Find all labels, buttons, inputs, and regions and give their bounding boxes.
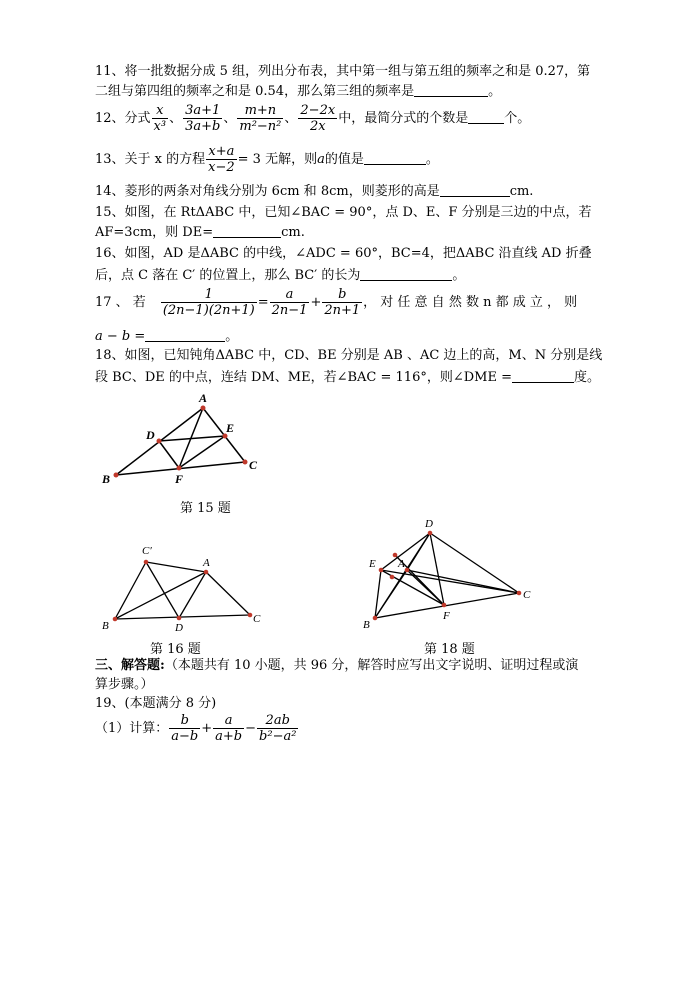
- section3-text1: （本题共有 10 小题，共 96 分，解答时应写出文字说明、证明过程或演: [164, 658, 579, 673]
- q19-f3-den: b²−a²: [259, 729, 297, 744]
- point-e: [379, 568, 384, 573]
- label-a: A: [398, 558, 405, 570]
- q19-part1-prefix: （1）计算：: [95, 721, 169, 736]
- q12-f1-den: x³: [153, 119, 167, 134]
- point-c: [248, 613, 253, 618]
- q17-end: 。: [225, 329, 239, 344]
- section3-line2: 算步骤。）: [95, 677, 154, 692]
- label-c-prime: C′: [142, 545, 152, 557]
- q11-text: 二组与第四组的频率之和是 0.54，那么第三组的频率是: [95, 84, 415, 99]
- point-a: [201, 406, 206, 411]
- q13-f-num: x+a: [208, 144, 235, 159]
- q19-f3-num: 2ab: [265, 713, 290, 728]
- label-b: B: [102, 620, 109, 632]
- q12-f2-den: 3a+b: [185, 119, 221, 134]
- point-c: [243, 460, 248, 465]
- q12-fraction-4: [298, 103, 337, 134]
- q12-prefix: 12、分式: [95, 111, 151, 126]
- q12-fraction-3: [237, 103, 283, 134]
- figure-15-caption: 第 15 题: [180, 501, 231, 516]
- q12-sep-2: 、: [223, 111, 237, 126]
- q15-line1: 15、如图，在 RtΔABC 中，已知∠BAC = 90°，点 D、E、F 分别是三边的中点，若: [95, 205, 592, 220]
- q17-plus: +: [310, 295, 322, 310]
- q19-fraction-3: [257, 713, 298, 744]
- q17-suffix: ， 对 任 意 自 然 数 n 都 成 立 ， 则: [363, 295, 578, 310]
- label-a: A: [199, 391, 208, 405]
- q19-plus: +: [201, 721, 213, 736]
- q11-line1: 11、将一批数据分成 5 组，列出分布表，其中第一组与第五组的频率之和是 0.27，第: [95, 64, 591, 79]
- q13-fraction: [206, 144, 237, 175]
- q12-end: 个。: [504, 111, 531, 126]
- q15-answer-blank[interactable]: [213, 225, 281, 238]
- section3-line1: [95, 658, 578, 674]
- q16-end: 。: [452, 268, 466, 283]
- q13-end: 。: [425, 152, 439, 167]
- q17-f1-den: (2n−1)(2n+1): [162, 303, 255, 318]
- q18-end: 度。: [573, 370, 600, 385]
- q13-prefix: 13、关于 x 的方程: [95, 152, 206, 167]
- q12-answer-blank[interactable]: [468, 111, 504, 124]
- q17-eq: =: [257, 295, 269, 310]
- point-b: [113, 617, 118, 622]
- q17-line2-text: a − b =: [95, 329, 146, 344]
- q12-f4-num: 2−2x: [300, 103, 336, 118]
- q11-answer-blank[interactable]: [414, 84, 488, 97]
- q15-line2: [95, 225, 305, 241]
- figure-16: [95, 540, 275, 635]
- label-f: F: [175, 472, 184, 486]
- q19-minus: −: [245, 721, 257, 736]
- q19-part1: [95, 712, 299, 746]
- q18-line2: [95, 370, 600, 386]
- q12-f3-num: m+n: [244, 103, 277, 118]
- figure-15: [95, 388, 275, 493]
- point-d: [157, 439, 162, 444]
- q17-fraction-1: [161, 287, 257, 318]
- q12-f3-den: m²−n²: [239, 119, 282, 134]
- q12-suffix: 中，最简分式的个数是: [338, 111, 469, 126]
- q11-line2: [95, 84, 501, 100]
- q19-f2-den: a+b: [215, 729, 243, 744]
- q13-suffix: 的值是: [324, 152, 364, 167]
- point-top: [393, 553, 398, 558]
- q12-f2-num: 3a+1: [185, 103, 221, 118]
- label-d: D: [175, 622, 183, 634]
- q12-line: [95, 103, 530, 135]
- q12-sep-3: 、: [284, 111, 298, 126]
- label-f: F: [443, 610, 450, 622]
- label-b: B: [102, 472, 111, 486]
- q19-f1-num: b: [180, 713, 189, 728]
- q16-answer-blank[interactable]: [360, 268, 452, 281]
- figure-18-caption: 第 18 题: [424, 642, 475, 657]
- q12-fraction-1: [152, 103, 169, 134]
- q15-end: cm.: [281, 225, 305, 240]
- label-c: C: [249, 458, 258, 472]
- q12-f4-den: 2x: [298, 118, 337, 134]
- q13-f-den: x−2: [208, 160, 235, 175]
- q17-f3-num: b: [338, 287, 347, 302]
- q17-answer-blank[interactable]: [145, 329, 225, 342]
- q14-end: cm.: [509, 184, 534, 199]
- point-c-prime: [144, 560, 149, 565]
- q17-f2-num: a: [285, 287, 294, 302]
- q17-f1-num: 1: [204, 287, 213, 302]
- q17-f2-den: 2n−1: [271, 303, 308, 318]
- q18-answer-blank[interactable]: [512, 370, 574, 383]
- q17-prefix: 17 、 若: [95, 295, 146, 310]
- point-f: [442, 603, 447, 608]
- q17-line2: [95, 329, 238, 345]
- q13-answer-blank[interactable]: [364, 152, 426, 165]
- q12-sep-1: 、: [169, 111, 183, 126]
- label-d: D: [146, 428, 155, 442]
- label-d: D: [425, 518, 433, 530]
- label-a: A: [203, 557, 210, 569]
- q14-text: 14、菱形的两条对角线分别为 6cm 和 8cm，则菱形的高是: [95, 184, 440, 199]
- q14-line: [95, 184, 533, 200]
- label-c: C: [523, 589, 531, 601]
- q13-line: [95, 144, 439, 176]
- point-a: [405, 568, 410, 573]
- point-c: [517, 591, 522, 596]
- q16-line1: 16、如图，AD 是ΔABC 的中线，∠ADC = 60°，BC=4，把ΔABC 沿直线 AD 折叠: [95, 246, 592, 261]
- label-c: C: [253, 613, 261, 625]
- q16-text: 后，点 C 落在 C′ 的位置上，那么 BC′ 的长为: [95, 268, 361, 283]
- q13-var: a: [317, 152, 325, 167]
- q14-answer-blank[interactable]: [440, 184, 510, 197]
- point-b: [114, 473, 119, 478]
- q19-f1-den: a−b: [171, 729, 199, 744]
- q19-header: 19、(本题满分 8 分): [95, 696, 217, 711]
- q18-text: 段 BC、DE 的中点，连结 DM、ME，若∠BAC = 116°，则∠DME =: [95, 370, 512, 385]
- point-a: [204, 570, 209, 575]
- q12-f1-num: x: [156, 103, 164, 118]
- q17-f3-den: 2n+1: [324, 303, 361, 318]
- q17-line1: [95, 287, 577, 319]
- figure-18: [355, 515, 545, 635]
- point-d: [428, 531, 433, 536]
- point-d: [177, 616, 182, 621]
- q17-fraction-3: [322, 287, 362, 318]
- figure-16-caption: 第 16 题: [150, 642, 201, 657]
- q11-end: 。: [488, 84, 502, 99]
- label-e: E: [369, 558, 376, 570]
- label-e: E: [226, 421, 235, 435]
- section3-title: 三、解答题:: [95, 658, 165, 673]
- label-b: B: [363, 619, 370, 631]
- q19-f2-num: a: [224, 713, 233, 728]
- q15-text: AF=3cm，则 DE=: [95, 225, 214, 240]
- q19-fraction-1: [169, 713, 200, 744]
- point-mid: [390, 575, 395, 580]
- q18-line1: 18、如图，已知钝角ΔABC 中，CD、BE 分别是 AB 、AC 边上的高，M、N 分别是线: [95, 348, 603, 363]
- point-f: [177, 466, 182, 471]
- q16-line2: [95, 268, 465, 284]
- point-b: [373, 616, 378, 621]
- q13-mid: = 3 无解，则: [237, 152, 318, 167]
- q12-fraction-2: [183, 103, 222, 134]
- q19-fraction-2: [213, 713, 244, 744]
- q17-fraction-2: [270, 287, 310, 318]
